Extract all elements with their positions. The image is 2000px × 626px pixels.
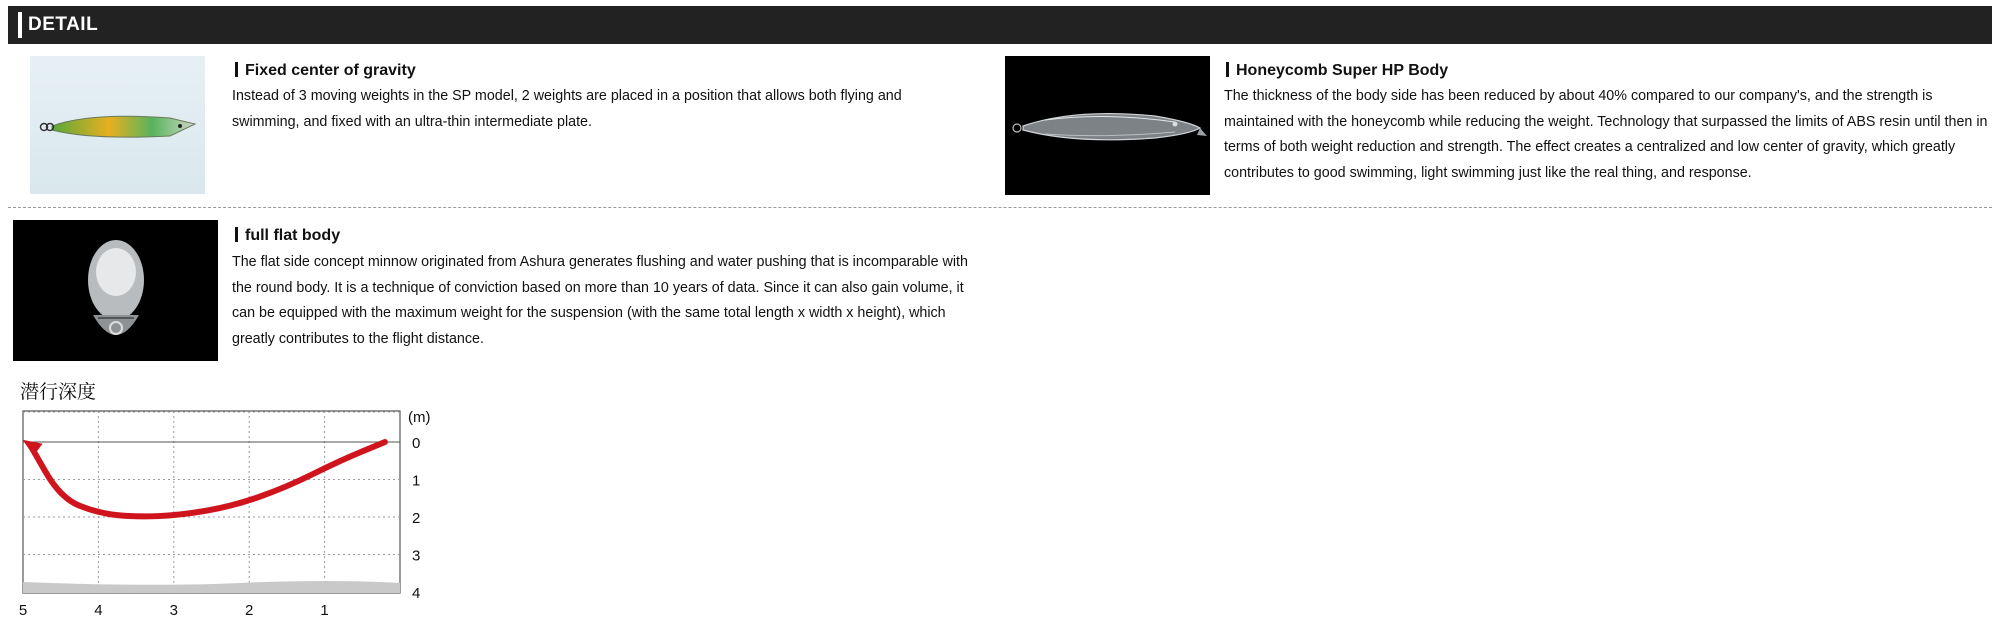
chart-y-tick-label: 1 — [412, 472, 421, 490]
feature-title-flat-body — [235, 227, 340, 245]
flat-body-front-image — [13, 220, 218, 361]
header-title: DETAIL — [28, 14, 99, 35]
detail-header — [8, 6, 1992, 44]
feature-text-flat-body: The flat side concept minnow originated from Ashura generates flushing and water pushing that is incomparable with the round body. It is a technique of conviction based on more than 10 years of data. Since it can also gain volume, it can be equipped with the maximum weight for the suspension (with the same total length x width x height), which greatly contributes to the flight distance. — [232, 254, 968, 347]
chart-x-tick-label: 5 — [18, 602, 28, 619]
chart-x-tick-label: 4 — [94, 602, 103, 619]
feature-title-text: full flat body — [245, 227, 341, 244]
chart-y-unit-label: (m) — [408, 409, 431, 426]
chart-y-tick-label: 3 — [412, 547, 421, 565]
chart-y-tick-label: 0 — [412, 435, 421, 452]
chart-x-tick-label: 2 — [245, 602, 254, 619]
header-accent-bar — [18, 12, 22, 38]
feature-title-text: Honeycomb Super HP Body — [1236, 62, 1449, 79]
title-marker-icon — [1226, 62, 1229, 77]
section-divider — [8, 207, 1992, 208]
title-marker-icon — [235, 227, 238, 242]
chart-title: 潜行深度 — [20, 382, 97, 403]
depth-chart — [0, 395, 460, 626]
chart-bottom-band — [23, 581, 400, 593]
feature-text-fixed-gravity: Instead of 3 moving weights in the SP model, 2 weights are placed in a position that allows both flying and swimming, and fixed with an ultra-thin intermediate plate. — [232, 88, 902, 130]
feature-text-honeycomb: The thickness of the body side has been reduced by about 40% compared to our company's, and the strength is maintained with the honeycomb while reducing the weight. Technology that surpassed the limits of ABS resin until then in terms of both weight reduction and strength. The effect creates a centralized and low center of gravity, which greatly contributes to good swimming, light swimming just like the real thing, and response. — [1224, 88, 1988, 181]
honeycomb-body-image — [1005, 56, 1210, 195]
chart-x-tick-label: 1 — [320, 602, 329, 619]
title-marker-icon — [235, 62, 238, 77]
feature-title-honeycomb — [1226, 62, 1448, 80]
chart-y-tick-label: 4 — [412, 585, 421, 602]
feature-title-text: Fixed center of gravity — [245, 62, 416, 79]
chart-y-tick-label: 2 — [412, 510, 421, 527]
feature-title-fixed-gravity — [235, 62, 416, 80]
chart-frame — [23, 411, 400, 593]
lure-side-image — [30, 56, 205, 194]
chart-x-tick-label: 3 — [169, 602, 178, 619]
